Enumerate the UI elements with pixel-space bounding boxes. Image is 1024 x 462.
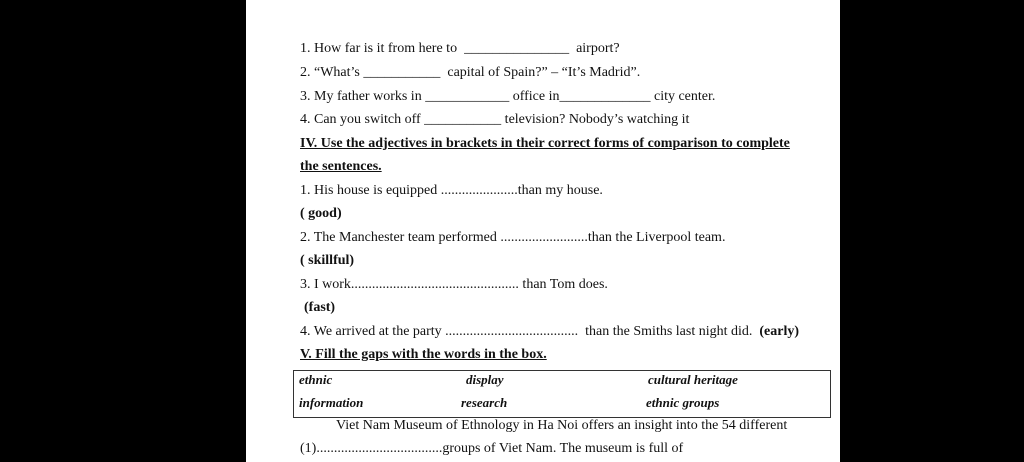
passage-line-1: Viet Nam Museum of Ethnology in Ha Noi offers an insight into the 54 different xyxy=(336,418,788,433)
word-box-item: ethnic xyxy=(299,372,333,387)
exercise-q1: 1. How far is it from here to _______________ airport? xyxy=(300,41,620,56)
section-iv-heading-line2: the sentences. xyxy=(300,159,382,174)
worksheet-page xyxy=(246,0,840,462)
section-iv-q4-text: 4. We arrived at the party ...................................... than the Smiths last night did. xyxy=(300,324,753,339)
word-box-item: information xyxy=(299,395,364,410)
word-box xyxy=(293,370,831,418)
exercise-q3: 3. My father works in ____________ office in_____________ city center. xyxy=(300,89,716,104)
word-box-item: research xyxy=(461,395,508,410)
section-iv-q1-hint: ( good) xyxy=(300,206,342,221)
section-iv-q2-hint: ( skillful) xyxy=(300,253,355,268)
word-box-item: display xyxy=(466,372,504,387)
exercise-q4: 4. Can you switch off ___________ television? Nobody’s watching it xyxy=(300,112,690,127)
section-iv-heading-line1: IV. Use the adjectives in brackets in their correct forms of comparison to complete xyxy=(300,136,790,151)
section-iv-q2: 2. The Manchester team performed .........................than the Liverpool team. xyxy=(300,230,726,245)
section-iv-q3-hint: (fast) xyxy=(304,300,336,315)
section-iv-q3: 3. I work................................................ than Tom does. xyxy=(300,277,608,292)
word-box-item: cultural heritage xyxy=(648,372,738,387)
section-iv-q4 xyxy=(300,323,799,341)
section-v-heading: V. Fill the gaps with the words in the box. xyxy=(300,347,547,362)
passage-line-2: (1)....................................groups of Viet Nam. The museum is full of xyxy=(300,441,684,456)
exercise-q2: 2. “What’s ___________ capital of Spain?” – “It’s Madrid”. xyxy=(300,65,641,80)
word-box-item: ethnic groups xyxy=(646,395,720,410)
section-iv-q4-hint: (early) xyxy=(759,324,800,339)
section-iv-q1: 1. His house is equipped ......................than my house. xyxy=(300,183,603,198)
